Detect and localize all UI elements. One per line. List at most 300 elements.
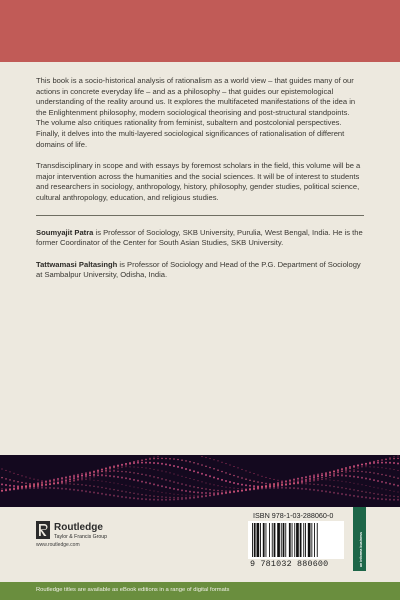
wave-dot: [229, 491, 231, 493]
wave-dot: [237, 476, 239, 478]
wave-dot: [209, 492, 211, 494]
wave-dot: [353, 495, 355, 497]
wave-dot: [217, 469, 219, 471]
wave-dot: [181, 467, 183, 469]
barcode-bar: [303, 523, 304, 557]
wave-dot: [182, 494, 183, 495]
wave-dot: [153, 499, 155, 501]
wave-dot: [130, 486, 131, 487]
wave-dot: [221, 490, 223, 492]
author-bio-1: [36, 228, 364, 249]
wave-dot: [382, 467, 383, 468]
wave-dot: [34, 479, 35, 480]
wave-dot: [318, 480, 319, 481]
wave-dot: [309, 483, 311, 485]
wave-dot: [389, 499, 391, 501]
wave-dot: [242, 469, 243, 470]
wave-dot: [393, 499, 395, 501]
wave-dot: [126, 485, 127, 486]
wave-dot: [146, 468, 147, 469]
wave-dot: [329, 474, 331, 476]
wave-dot: [109, 494, 111, 496]
wave-dot: [46, 481, 47, 482]
wave-dot: [330, 477, 331, 478]
wave-dot: [74, 479, 75, 480]
wave-dot: [121, 477, 123, 479]
wave-dot: [162, 470, 163, 471]
wave-dot: [185, 468, 187, 470]
wave-dot: [393, 458, 395, 460]
wave-dot: [181, 483, 183, 485]
wave-dot: [25, 482, 27, 484]
wave-dot: [369, 462, 371, 464]
wave-dot: [154, 469, 155, 470]
wave-dot: [181, 498, 183, 500]
wave-dot: [386, 489, 387, 490]
wave-dot: [282, 482, 283, 483]
wave-dot: [225, 480, 227, 482]
wave-dot: [189, 497, 191, 499]
wave-dot: [274, 483, 275, 484]
wave-dot: [397, 458, 399, 460]
wave-dot: [397, 499, 399, 501]
wave-dot: [133, 493, 135, 495]
wave-dot: [321, 473, 323, 475]
wave-dot: [369, 472, 371, 474]
footer-text: Routledge titles are available as eBook editions in a range of digital formats: [36, 587, 230, 593]
wave-dot: [65, 476, 67, 478]
wave-dot: [210, 458, 211, 459]
wave-dot: [301, 477, 303, 479]
wave-dot: [226, 463, 227, 464]
author-name-1: Soumyajit Patra: [36, 227, 94, 237]
wave-dot: [209, 489, 211, 491]
wave-dot: [393, 484, 395, 486]
wave-dot: [186, 495, 187, 496]
wave-dot: [185, 460, 187, 462]
wave-dot: [181, 489, 183, 491]
wave-dot: [153, 495, 155, 497]
wave-dot: [193, 462, 195, 464]
wave-dot: [113, 495, 115, 497]
publisher-url[interactable]: www.routledge.com: [36, 542, 80, 548]
informa-badge: [353, 507, 366, 571]
wave-dot: [201, 492, 203, 494]
wave-dot: [198, 495, 199, 496]
wave-dot: [238, 488, 239, 489]
wave-dot: [2, 468, 3, 469]
wave-dot: [229, 481, 231, 483]
barcode-bar: [285, 523, 286, 557]
wave-dot: [149, 475, 151, 477]
isbn-label: ISBN 978-1-03-288060-0: [253, 511, 334, 520]
wave-dot: [85, 485, 87, 487]
wave-dot: [94, 476, 95, 477]
wave-dot: [117, 476, 119, 478]
wave-dot: [141, 459, 143, 461]
wave-dot: [157, 484, 159, 486]
wave-dot: [157, 477, 159, 479]
wave-dot: [81, 473, 83, 475]
wave-dot: [209, 475, 211, 477]
wave-dot: [113, 489, 115, 491]
wave-dot: [201, 473, 203, 475]
wave-dot: [278, 482, 279, 483]
barcode-bar: [266, 523, 267, 557]
wave-dot: [53, 487, 55, 489]
wave-dot: [309, 476, 311, 478]
wave-dot: [194, 495, 195, 496]
wave-dot: [385, 482, 387, 484]
wave-dot: [21, 488, 23, 490]
wave-dot: [174, 494, 175, 495]
wave-dot: [349, 488, 351, 490]
wave-dot: [218, 485, 219, 486]
wave-dot: [97, 486, 99, 487]
wave-dot: [145, 481, 147, 483]
wave-dot: [389, 483, 391, 485]
wave-dot: [249, 489, 251, 491]
wave-dot: [238, 467, 239, 468]
wave-dot: [261, 486, 263, 488]
footer-band: [0, 582, 400, 600]
wave-dot: [90, 477, 91, 478]
decorative-wave-band: [0, 455, 400, 507]
wave-dot: [61, 477, 63, 479]
wave-dot: [125, 491, 127, 493]
wave-dot: [161, 485, 163, 487]
wave-dot: [197, 487, 199, 489]
wave-pattern-graphic: [0, 455, 400, 507]
wave-dot: [290, 482, 291, 483]
wave-dot: [358, 468, 359, 469]
wave-dot: [297, 483, 299, 485]
wave-dot: [294, 480, 295, 481]
wave-dot: [169, 487, 171, 489]
wave-dot: [386, 468, 387, 469]
wave-dot: [177, 466, 179, 468]
wave-dot: [105, 470, 107, 472]
wave-dot: [273, 484, 275, 486]
wave-dot: [349, 494, 351, 496]
wave-dot: [133, 472, 135, 474]
wave-dot: [397, 477, 399, 479]
wave-dot: [157, 458, 159, 460]
wave-dot: [394, 469, 395, 470]
wave-dot: [173, 497, 175, 499]
wave-dot: [54, 481, 55, 482]
wave-dot: [169, 480, 171, 482]
wave-dot: [385, 459, 387, 461]
wave-dot: [185, 498, 187, 500]
wave-dot: [258, 474, 259, 475]
wave-dot: [378, 488, 379, 489]
wave-dot: [161, 458, 163, 460]
wave-dot: [209, 495, 211, 497]
wave-dot: [189, 491, 191, 493]
wave-dot: [137, 498, 139, 500]
wave-dot: [310, 479, 311, 480]
wave-dot: [365, 497, 367, 499]
wave-dot: [382, 488, 383, 489]
wave-dot: [398, 456, 399, 457]
wave-dot: [353, 476, 355, 478]
wave-dot: [121, 496, 123, 498]
wave-dot: [245, 489, 247, 491]
wave-dot: [1, 477, 3, 479]
wave-dot: [353, 470, 355, 472]
wave-dot: [269, 487, 271, 489]
wave-dot: [125, 477, 127, 479]
wave-dot: [265, 483, 267, 485]
wave-dot: [330, 480, 331, 481]
wave-dot: [121, 490, 123, 492]
wave-dot: [374, 467, 375, 468]
wave-dot: [62, 479, 63, 480]
wave-dot: [361, 496, 363, 498]
wave-dot: [178, 475, 179, 476]
barcode-bar: [283, 523, 285, 557]
barcode-bar: [263, 523, 265, 557]
wave-dot: [190, 495, 191, 496]
wave-dot: [225, 492, 227, 494]
wave-dot: [9, 485, 11, 487]
wave-dot: [34, 483, 35, 484]
wave-dot: [250, 472, 251, 473]
wave-dot: [197, 472, 199, 474]
wave-dot: [326, 478, 327, 479]
wave-dot: [182, 476, 183, 477]
wave-dot: [325, 472, 327, 474]
wave-dot: [37, 487, 39, 489]
wave-dot: [57, 483, 59, 485]
wave-dot: [137, 460, 139, 462]
wave-dot: [134, 486, 135, 487]
wave-dot: [138, 487, 139, 488]
wave-dot: [101, 474, 103, 476]
wave-dot: [122, 466, 123, 467]
wave-dot: [181, 459, 183, 461]
wave-dot: [390, 468, 391, 469]
barcode-bar: [294, 523, 295, 557]
wave-dot: [397, 496, 399, 498]
wave-dot: [209, 467, 211, 469]
wave-dot: [77, 484, 79, 486]
wave-dot: [313, 489, 315, 491]
wave-dot: [57, 478, 59, 480]
wave-dot: [257, 486, 259, 488]
wave-dot: [21, 486, 23, 488]
wave-dot: [170, 493, 171, 494]
wave-dot: [338, 469, 339, 470]
wave-dot: [186, 477, 187, 478]
wave-dot: [22, 475, 23, 476]
wave-dot: [73, 489, 75, 491]
wave-dot: [5, 484, 7, 486]
wave-dot: [358, 467, 359, 468]
wave-dot: [137, 480, 139, 482]
wave-dot: [137, 462, 139, 464]
wave-dot: [197, 463, 199, 465]
wave-dot: [318, 479, 319, 480]
wave-dot: [353, 465, 355, 467]
wave-dot: [73, 483, 75, 485]
wave-dot: [70, 479, 71, 480]
wave-dot: [150, 490, 151, 491]
wave-dot: [158, 456, 159, 457]
wave-dot: [285, 487, 287, 489]
wave-dot: [173, 498, 175, 500]
wave-dot: [346, 468, 347, 469]
wave-dot: [381, 481, 383, 483]
wave-dot: [234, 466, 235, 467]
wave-dot: [338, 480, 339, 481]
barcode-bar: [296, 523, 299, 557]
wave-dot: [346, 481, 347, 482]
wave-dot: [325, 485, 327, 487]
wave-dot: [265, 485, 267, 487]
wave-dot: [101, 493, 103, 495]
wave-dot: [341, 487, 343, 489]
wave-dot: [190, 478, 191, 479]
wave-dot: [269, 485, 271, 487]
wave-dot: [217, 493, 219, 495]
wave-dot: [362, 484, 363, 485]
wave-dot: [17, 487, 19, 489]
wave-dot: [341, 470, 343, 472]
wave-dot: [205, 495, 207, 497]
wave-dot: [166, 493, 167, 494]
wave-dot: [321, 490, 323, 492]
wave-dot: [226, 487, 227, 488]
wave-dot: [365, 478, 367, 480]
wave-dot: [354, 483, 355, 484]
wave-dot: [230, 487, 231, 488]
wave-dot: [65, 488, 67, 490]
wave-dot: [201, 464, 203, 466]
wave-dot: [81, 490, 83, 492]
wave-dot: [333, 492, 335, 494]
wave-dot: [110, 467, 111, 468]
wave-dot: [373, 462, 375, 464]
wave-dot: [153, 483, 155, 485]
wave-dot: [217, 478, 219, 480]
wave-dot: [53, 483, 55, 485]
wave-dot: [130, 466, 131, 467]
wave-dot: [137, 493, 139, 495]
wave-dot: [30, 478, 31, 479]
wave-dot: [61, 483, 63, 485]
wave-dot: [377, 480, 379, 482]
wave-dot: [169, 458, 171, 460]
wave-dot: [45, 483, 47, 485]
wave-dot: [118, 467, 119, 468]
wave-dot: [305, 488, 307, 490]
barcode-bar: [281, 523, 282, 557]
wave-dot: [381, 462, 383, 464]
wave-dot: [177, 497, 179, 499]
wave-dot: [254, 473, 255, 474]
wave-dot: [213, 492, 215, 494]
wave-dot: [218, 460, 219, 461]
wave-dot: [321, 484, 323, 486]
wave-dot: [366, 465, 367, 466]
wave-dot: [117, 470, 119, 472]
wave-dot: [101, 487, 103, 489]
wave-dot: [233, 491, 235, 493]
wave-dot: [377, 498, 379, 500]
wave-dot: [105, 493, 107, 495]
wave-dot: [94, 480, 95, 481]
wave-dot: [173, 488, 175, 490]
wave-dot: [169, 497, 171, 499]
wave-dot: [361, 477, 363, 479]
wave-dot: [98, 470, 99, 471]
barcode-bar: [274, 523, 276, 557]
wave-dot: [230, 465, 231, 466]
wave-dot: [97, 471, 99, 473]
wave-dot: [394, 491, 395, 492]
wave-dot: [242, 488, 243, 489]
wave-dot: [233, 475, 235, 477]
wave-dot: [45, 487, 47, 489]
wave-dot: [42, 482, 43, 483]
wave-dot: [389, 458, 391, 460]
barcode-bars: [248, 521, 344, 559]
wave-dot: [153, 476, 155, 478]
wave-dot: [41, 487, 43, 489]
barcode-bar: [252, 523, 253, 557]
wave-dot: [198, 480, 199, 481]
wave-dot: [98, 480, 99, 481]
wave-dot: [281, 483, 283, 485]
wave-dot: [354, 467, 355, 468]
wave-dot: [229, 473, 231, 475]
top-color-band: [0, 0, 400, 62]
wave-dot: [173, 481, 175, 483]
barcode-bar: [314, 523, 315, 557]
wave-dot: [121, 471, 123, 473]
wave-dot: [345, 469, 347, 471]
wave-dot: [293, 483, 295, 485]
wave-dot: [313, 483, 315, 485]
wave-dot: [25, 487, 27, 489]
wave-dot: [193, 486, 195, 488]
barcode-bar: [254, 523, 256, 557]
wave-dot: [350, 482, 351, 483]
wave-dot: [29, 487, 31, 489]
wave-dot: [305, 481, 307, 483]
wave-dot: [73, 475, 75, 477]
wave-dot: [261, 488, 263, 490]
wave-dot: [366, 485, 367, 486]
wave-dot: [1, 483, 3, 485]
wave-dot: [385, 498, 387, 500]
wave-dot: [101, 471, 103, 473]
wave-dot: [205, 465, 207, 467]
wave-dot: [137, 473, 139, 475]
wave-dot: [345, 470, 347, 472]
wave-dot: [169, 499, 171, 501]
wave-dot: [369, 492, 371, 494]
wave-dot: [162, 492, 163, 493]
wave-dot: [141, 462, 143, 464]
wave-dot: [377, 493, 379, 495]
wave-dot: [302, 479, 303, 480]
wave-dot: [173, 465, 175, 467]
wave-dot: [50, 481, 51, 482]
wave-dot: [97, 492, 99, 494]
